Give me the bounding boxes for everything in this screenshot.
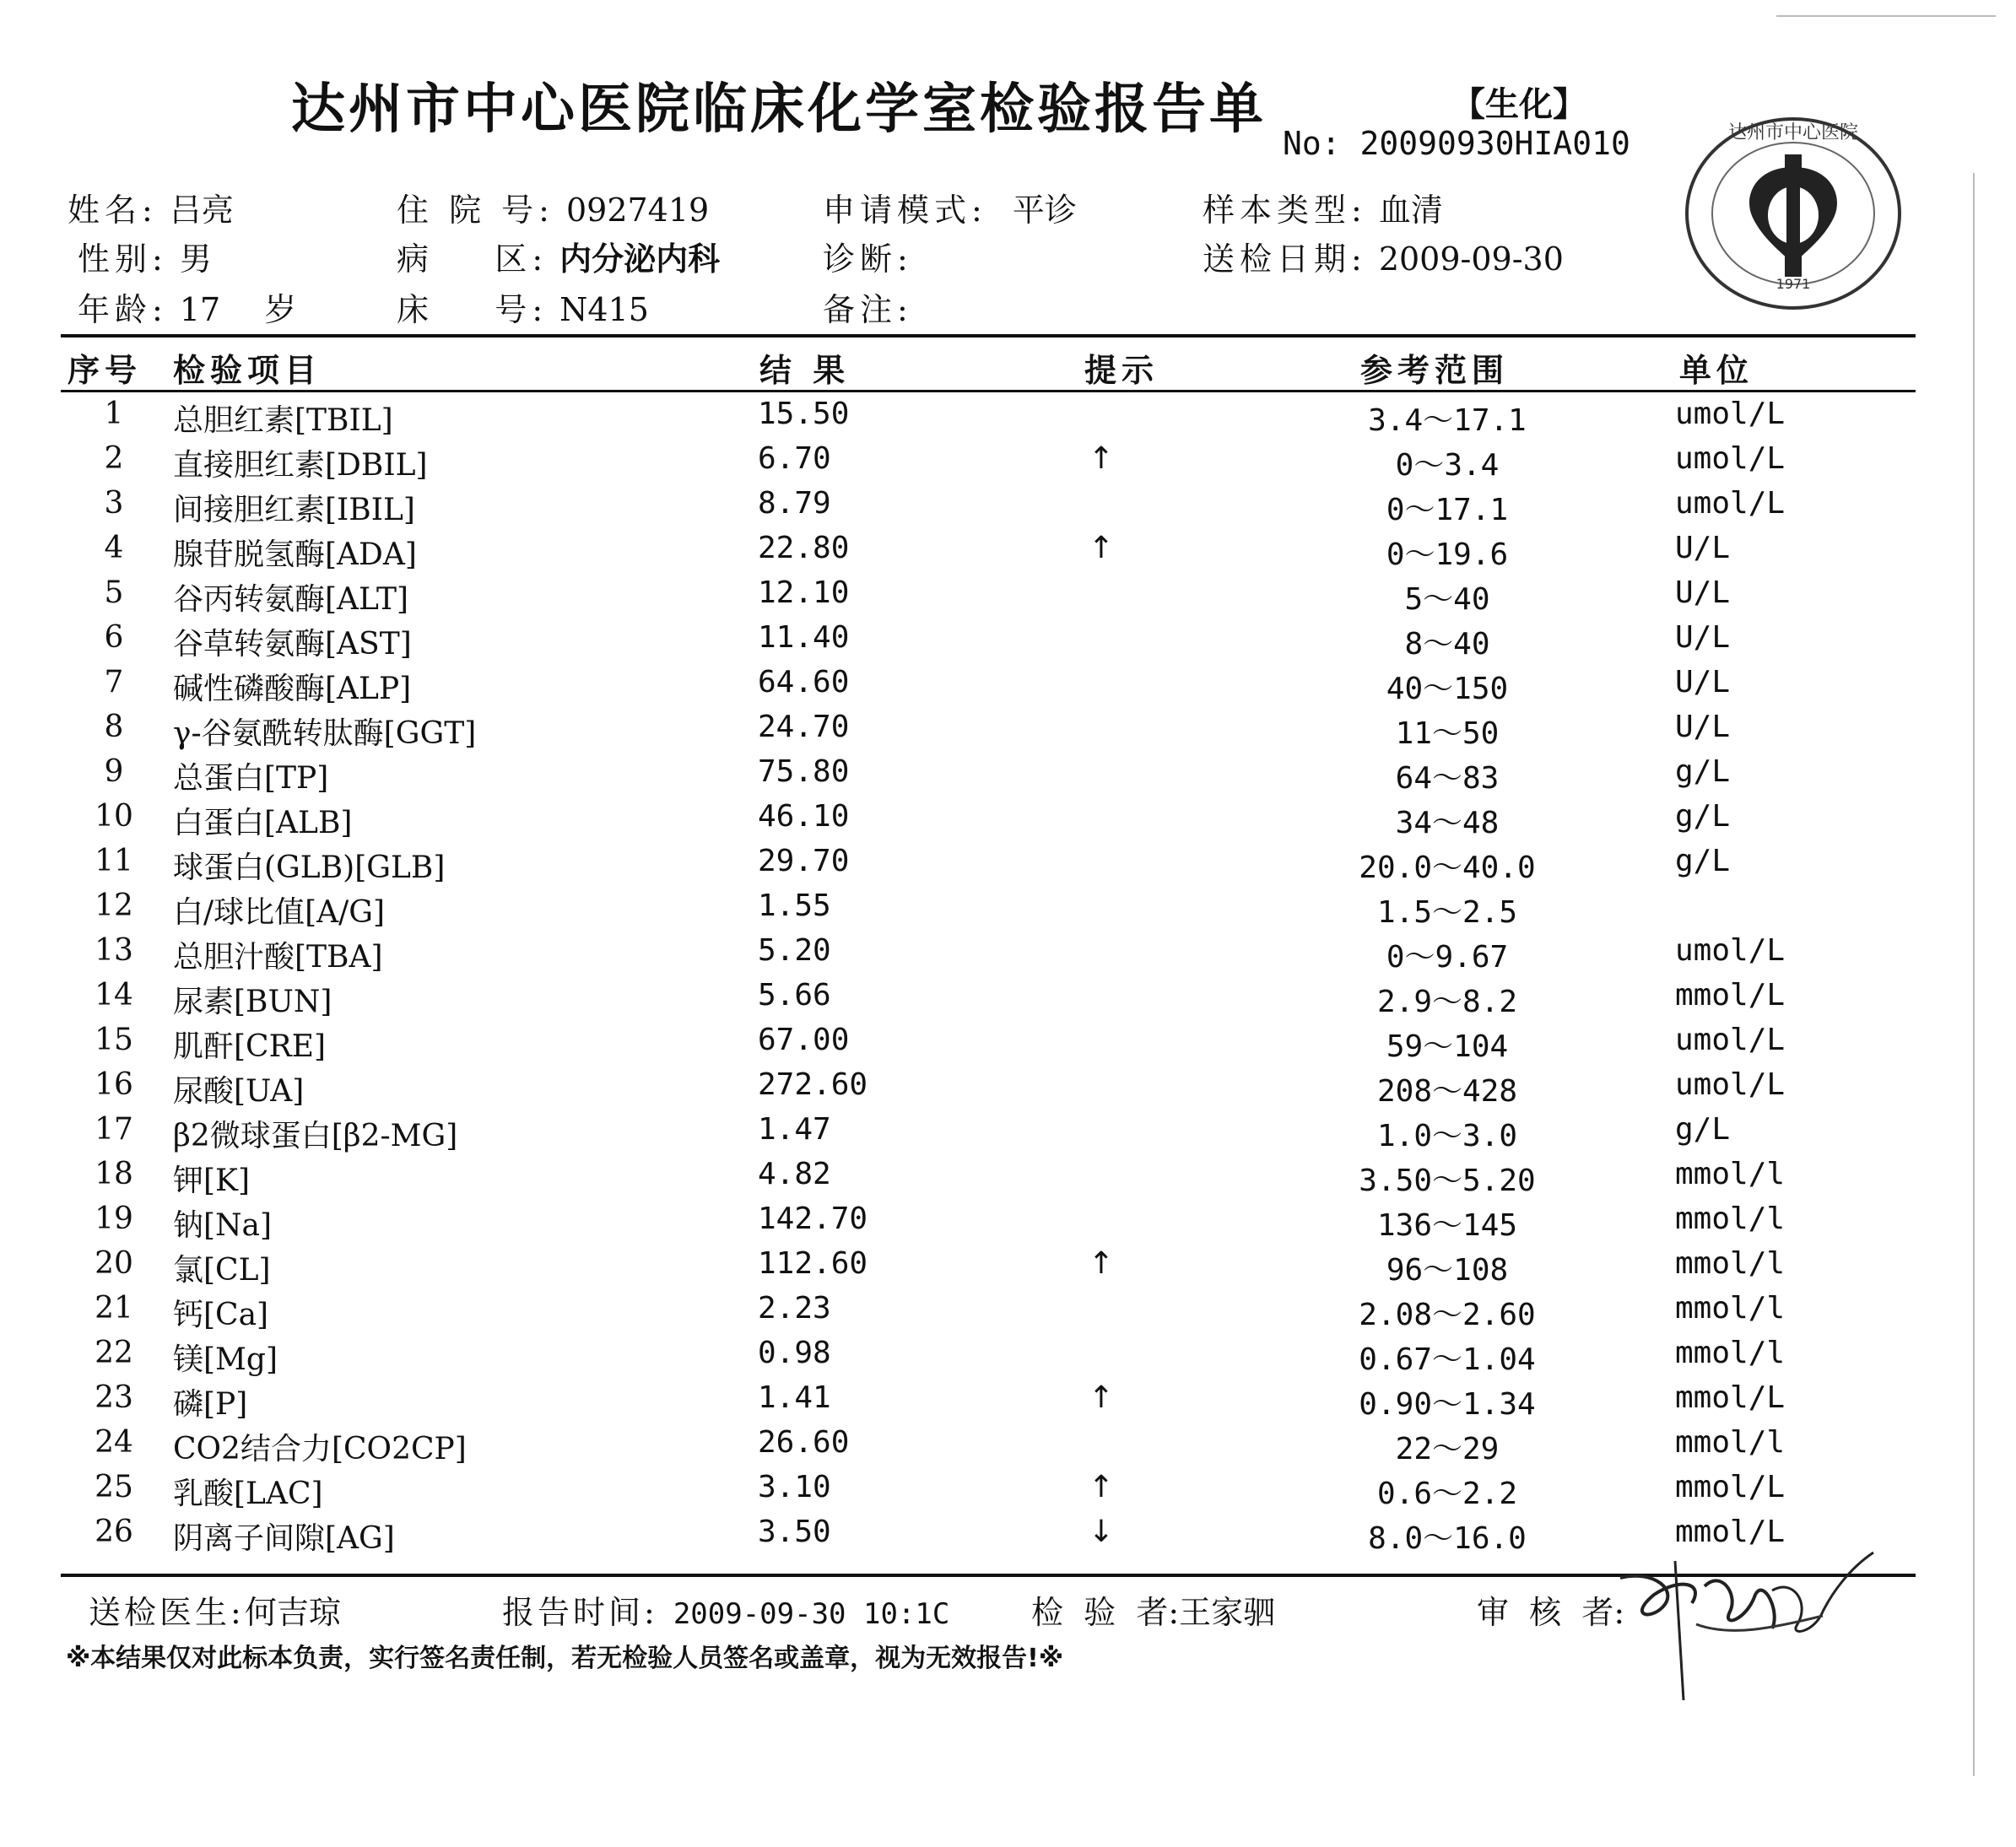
ward-value: 内分泌内科 bbox=[559, 240, 721, 278]
cell-flag: ↑ bbox=[1088, 441, 1115, 476]
bed-number-label: 床 号: bbox=[397, 291, 549, 328]
cell-reference: 5～40 bbox=[1404, 582, 1490, 617]
patient-gender-value: 男 bbox=[179, 240, 212, 278]
cell-unit: U/L bbox=[1675, 575, 1731, 610]
report-time-value: 2009-09-30 10:1C bbox=[673, 1597, 950, 1631]
table-row bbox=[0, 1425, 2016, 1470]
cell-unit: U/L bbox=[1675, 620, 1731, 655]
table-row bbox=[0, 620, 2016, 665]
cell-index: 3 bbox=[104, 486, 124, 521]
cell-reference: 0.67～1.04 bbox=[1359, 1342, 1536, 1377]
cell-index: 8 bbox=[104, 710, 124, 744]
scan-edge-top bbox=[1776, 15, 1996, 17]
cell-index: 10 bbox=[95, 799, 133, 834]
cell-item-name: 球蛋白(GLB)[GLB] bbox=[173, 851, 446, 885]
cell-unit: umol/L bbox=[1675, 441, 1786, 476]
seal-year: 1971 bbox=[1775, 276, 1811, 292]
results-table bbox=[0, 397, 2016, 1559]
cell-item-name: 尿酸[UA] bbox=[173, 1074, 305, 1109]
cell-result: 2.23 bbox=[758, 1291, 831, 1326]
report-time bbox=[502, 1586, 949, 1633]
cell-reference: 3.4～17.1 bbox=[1368, 403, 1527, 438]
cell-index: 20 bbox=[95, 1246, 133, 1281]
cell-item-name: 白蛋白[ALB] bbox=[173, 806, 353, 840]
patient-gender-label: 性别: bbox=[78, 240, 168, 278]
cell-index: 4 bbox=[104, 531, 124, 565]
cell-index: 24 bbox=[95, 1425, 133, 1460]
cell-reference: 0～3.4 bbox=[1395, 448, 1500, 483]
cell-item-name: 间接胆红素[IBIL] bbox=[173, 493, 415, 527]
cell-reference: 208～428 bbox=[1376, 1074, 1518, 1109]
cell-result: 24.70 bbox=[758, 710, 850, 744]
table-row bbox=[0, 1202, 2016, 1246]
col-header-index: 序号 bbox=[68, 352, 143, 389]
col-header-flag: 提示 bbox=[1084, 352, 1159, 389]
cell-unit: mmol/l bbox=[1675, 1291, 1786, 1326]
cell-reference: 2.08～2.60 bbox=[1359, 1298, 1536, 1332]
cell-item-name: 磷[P] bbox=[173, 1387, 248, 1422]
cell-result: 5.20 bbox=[758, 933, 831, 968]
table-row bbox=[0, 710, 2016, 754]
cell-unit: mmol/L bbox=[1675, 978, 1786, 1013]
table-row bbox=[0, 754, 2016, 799]
cell-item-name: 总胆汁酸[TBA] bbox=[173, 940, 383, 975]
report-number bbox=[1283, 125, 1630, 162]
table-row bbox=[0, 441, 2016, 486]
cell-reference: 59～104 bbox=[1386, 1029, 1509, 1064]
request-mode bbox=[823, 184, 1077, 230]
report-category: 【生化】 bbox=[1451, 85, 1586, 124]
table-row bbox=[0, 486, 2016, 531]
cell-unit: mmol/L bbox=[1675, 1380, 1786, 1415]
cell-index: 19 bbox=[95, 1202, 133, 1236]
cell-unit: mmol/l bbox=[1675, 1336, 1786, 1370]
cell-result: 5.66 bbox=[758, 978, 831, 1013]
seal-text: 达州市中心医院 bbox=[1727, 122, 1859, 143]
cell-reference: 3.50～5.20 bbox=[1359, 1164, 1536, 1198]
cell-item-name: γ-谷氨酰转肽酶[GGT] bbox=[173, 716, 477, 751]
cell-unit: g/L bbox=[1675, 1112, 1731, 1147]
remark bbox=[823, 284, 925, 330]
cell-item-name: β2微球蛋白[β2-MG] bbox=[173, 1119, 458, 1153]
patient-name-label: 姓名: bbox=[68, 192, 158, 229]
cell-result: 22.80 bbox=[758, 531, 850, 565]
cell-reference: 0～17.1 bbox=[1386, 493, 1509, 527]
sample-type-value: 血清 bbox=[1378, 192, 1443, 229]
send-date bbox=[1203, 233, 1564, 279]
cell-item-name: 尿素[BUN] bbox=[173, 985, 332, 1019]
table-row bbox=[0, 665, 2016, 710]
cell-item-name: 阴离子间隙[AG] bbox=[173, 1521, 395, 1556]
cell-result: 1.47 bbox=[758, 1112, 831, 1147]
table-row bbox=[0, 888, 2016, 933]
hospital-seal-icon bbox=[1675, 108, 1911, 319]
cell-unit: g/L bbox=[1675, 844, 1731, 878]
table-row bbox=[0, 1112, 2016, 1157]
admission-number bbox=[397, 184, 709, 230]
cell-unit: U/L bbox=[1675, 665, 1731, 699]
cell-result: 46.10 bbox=[758, 799, 850, 834]
patient-age-value: 17 bbox=[179, 291, 221, 328]
table-row bbox=[0, 531, 2016, 575]
cell-index: 26 bbox=[95, 1515, 133, 1549]
table-row bbox=[0, 844, 2016, 888]
diagnosis bbox=[823, 233, 925, 279]
cell-result: 67.00 bbox=[758, 1023, 850, 1057]
cell-item-name: 碱性磷酸酶[ALP] bbox=[173, 672, 412, 706]
cell-flag: ↑ bbox=[1088, 1380, 1115, 1415]
patient-name-value: 吕亮 bbox=[169, 192, 234, 229]
cell-reference: 0～19.6 bbox=[1386, 537, 1509, 572]
cell-reference: 64～83 bbox=[1395, 761, 1500, 796]
cell-item-name: 肌酐[CRE] bbox=[173, 1029, 327, 1064]
cell-item-name: 谷丙转氨酶[ALT] bbox=[173, 582, 409, 617]
cell-unit: mmol/L bbox=[1675, 1515, 1786, 1549]
admission-number-label: 住 院 号: bbox=[397, 192, 554, 229]
table-row bbox=[0, 397, 2016, 441]
cell-result: 6.70 bbox=[758, 441, 831, 476]
cell-reference: 8.0～16.0 bbox=[1368, 1521, 1527, 1556]
sample-type-label: 样本类型: bbox=[1203, 192, 1367, 229]
cell-unit: mmol/l bbox=[1675, 1202, 1786, 1236]
cell-index: 18 bbox=[95, 1157, 133, 1191]
cell-result: 1.41 bbox=[758, 1380, 831, 1415]
cell-index: 22 bbox=[95, 1336, 133, 1370]
cell-result: 26.60 bbox=[758, 1425, 850, 1460]
admission-number-value: 0927419 bbox=[565, 192, 710, 229]
table-row bbox=[0, 1023, 2016, 1067]
report-time-label: 报告时间: bbox=[502, 1594, 658, 1631]
cell-item-name: 镁[Mg] bbox=[173, 1342, 278, 1377]
request-mode-value: 平诊 bbox=[1012, 192, 1077, 229]
table-row bbox=[0, 1291, 2016, 1336]
cell-unit: umol/L bbox=[1675, 1067, 1786, 1102]
cell-unit: umol/L bbox=[1675, 486, 1786, 521]
col-header-reference: 参考范围 bbox=[1360, 352, 1510, 389]
cell-index: 16 bbox=[95, 1067, 133, 1102]
cell-result: 75.80 bbox=[758, 754, 850, 789]
patient-age-unit: 岁 bbox=[264, 291, 297, 328]
cell-unit: U/L bbox=[1675, 710, 1731, 744]
cell-index: 5 bbox=[104, 575, 124, 610]
cell-reference: 1.5～2.5 bbox=[1376, 895, 1518, 930]
cell-item-name: 总胆红素[TBIL] bbox=[173, 403, 393, 438]
cell-reference: 136～145 bbox=[1376, 1208, 1518, 1243]
cell-reference: 20.0～40.0 bbox=[1359, 851, 1536, 885]
table-row bbox=[0, 1336, 2016, 1380]
disclaimer-note: ※本结果仅对此标本负责，实行签名责任制，若无检验人员签名或盖章，视为无效报告!※ bbox=[66, 1644, 1064, 1673]
cell-index: 15 bbox=[95, 1023, 133, 1057]
cell-result: 3.10 bbox=[758, 1470, 831, 1504]
cell-flag: ↓ bbox=[1088, 1515, 1115, 1549]
reviewer bbox=[1477, 1586, 1624, 1633]
cell-result: 15.50 bbox=[758, 397, 850, 431]
tester bbox=[1031, 1586, 1275, 1633]
sample-type bbox=[1203, 184, 1443, 230]
request-mode-label: 申请模式: bbox=[823, 192, 987, 229]
col-header-unit: 单位 bbox=[1679, 352, 1754, 389]
send-date-label: 送检日期: bbox=[1203, 240, 1367, 278]
cell-result: 8.79 bbox=[758, 486, 831, 521]
table-row bbox=[0, 799, 2016, 844]
handwritten-signature bbox=[1603, 1544, 1882, 1713]
table-row bbox=[0, 1246, 2016, 1291]
cell-item-name: 乳酸[LAC] bbox=[173, 1477, 323, 1511]
cell-result: 12.10 bbox=[758, 575, 850, 610]
patient-gender bbox=[78, 233, 212, 279]
cell-unit: mmol/l bbox=[1675, 1425, 1786, 1460]
cell-reference: 96～108 bbox=[1386, 1253, 1509, 1288]
cell-index: 23 bbox=[95, 1380, 133, 1415]
cell-item-name: 钙[Ca] bbox=[173, 1298, 269, 1332]
cell-item-name: 直接胆红素[DBIL] bbox=[173, 448, 428, 483]
report-number-value: 20090930HIA010 bbox=[1359, 125, 1630, 162]
table-row bbox=[0, 933, 2016, 978]
table-row bbox=[0, 978, 2016, 1023]
cell-index: 2 bbox=[104, 441, 124, 476]
cell-unit: g/L bbox=[1675, 799, 1731, 834]
cell-item-name: 钠[Na] bbox=[173, 1208, 273, 1243]
table-row bbox=[0, 1157, 2016, 1202]
ward-label: 病 区: bbox=[397, 240, 549, 278]
patient-age-label: 年龄: bbox=[78, 291, 168, 328]
cell-reference: 22～29 bbox=[1395, 1432, 1500, 1466]
cell-index: 7 bbox=[104, 665, 124, 699]
cell-index: 13 bbox=[95, 933, 133, 968]
table-top-rule bbox=[61, 334, 1916, 338]
cell-reference: 0～9.67 bbox=[1386, 940, 1509, 975]
cell-index: 21 bbox=[95, 1291, 133, 1326]
cell-result: 1.55 bbox=[758, 888, 831, 923]
cell-unit: umol/L bbox=[1675, 397, 1786, 431]
table-row bbox=[0, 575, 2016, 620]
cell-result: 64.60 bbox=[758, 665, 850, 699]
cell-flag: ↑ bbox=[1088, 531, 1115, 565]
cell-index: 12 bbox=[95, 888, 133, 923]
cell-result: 112.60 bbox=[758, 1246, 868, 1281]
cell-unit: mmol/L bbox=[1675, 1470, 1786, 1504]
table-row bbox=[0, 1380, 2016, 1425]
reviewer-label: 审 核 者: bbox=[1477, 1594, 1625, 1631]
cell-reference: 0.90～1.34 bbox=[1359, 1387, 1536, 1422]
cell-reference: 34～48 bbox=[1395, 806, 1500, 840]
cell-result: 11.40 bbox=[758, 620, 850, 655]
cell-item-name: 氯[CL] bbox=[173, 1253, 271, 1288]
cell-unit: mmol/l bbox=[1675, 1157, 1786, 1191]
sending-doctor bbox=[89, 1586, 341, 1633]
cell-result: 0.98 bbox=[758, 1336, 831, 1370]
cell-reference: 8～40 bbox=[1404, 627, 1490, 662]
table-row bbox=[0, 1067, 2016, 1112]
cell-unit: g/L bbox=[1675, 754, 1731, 789]
sending-doctor-value: 何吉琼 bbox=[244, 1594, 341, 1631]
cell-reference: 0.6～2.2 bbox=[1376, 1477, 1518, 1511]
cell-reference: 1.0～3.0 bbox=[1376, 1119, 1518, 1153]
bed-number-value: N415 bbox=[559, 291, 649, 328]
cell-index: 6 bbox=[104, 620, 124, 655]
patient-age bbox=[78, 284, 296, 330]
cell-result: 4.82 bbox=[758, 1157, 831, 1191]
cell-index: 14 bbox=[95, 978, 133, 1013]
table-row bbox=[0, 1470, 2016, 1515]
report-title: 达州市中心医院临床化学室检验报告单 bbox=[291, 78, 1267, 141]
remark-label: 备注: bbox=[823, 291, 913, 328]
cell-item-name: 谷草转氨酶[AST] bbox=[173, 627, 412, 662]
col-header-result: 结 果 bbox=[759, 352, 851, 389]
cell-item-name: 白/球比值[A/G] bbox=[173, 895, 386, 930]
cell-unit: umol/L bbox=[1675, 1023, 1786, 1057]
cell-reference: 11～50 bbox=[1395, 716, 1500, 751]
cell-item-name: CO2结合力[CO2CP] bbox=[173, 1432, 467, 1466]
cell-result: 272.60 bbox=[758, 1067, 868, 1102]
ward bbox=[397, 233, 720, 279]
cell-result: 3.50 bbox=[758, 1515, 831, 1549]
cell-index: 1 bbox=[104, 397, 124, 431]
cell-index: 17 bbox=[95, 1112, 133, 1147]
cell-item-name: 腺苷脱氢酶[ADA] bbox=[173, 537, 417, 572]
send-date-value: 2009-09-30 bbox=[1378, 240, 1564, 278]
cell-flag: ↑ bbox=[1088, 1470, 1115, 1504]
cell-unit: umol/L bbox=[1675, 933, 1786, 968]
table-header-rule bbox=[61, 390, 1916, 392]
cell-unit: U/L bbox=[1675, 531, 1731, 565]
cell-reference: 40～150 bbox=[1386, 672, 1509, 706]
cell-index: 9 bbox=[104, 754, 124, 789]
cell-index: 11 bbox=[95, 844, 133, 878]
cell-flag: ↑ bbox=[1088, 1246, 1115, 1281]
cell-result: 29.70 bbox=[758, 844, 850, 878]
tester-value: 王家驷 bbox=[1179, 1594, 1276, 1631]
report-number-label: No: bbox=[1283, 125, 1341, 162]
tester-label: 检 验 者: bbox=[1031, 1594, 1180, 1631]
diagnosis-label: 诊断: bbox=[823, 240, 913, 278]
col-header-item: 检验项目 bbox=[173, 352, 322, 389]
cell-item-name: 钾[K] bbox=[173, 1164, 250, 1198]
cell-reference: 2.9～8.2 bbox=[1376, 985, 1518, 1019]
bed-number bbox=[397, 284, 649, 330]
cell-result: 142.70 bbox=[758, 1202, 868, 1236]
cell-item-name: 总蛋白[TP] bbox=[173, 761, 329, 796]
patient-name bbox=[68, 184, 234, 230]
sending-doctor-label: 送检医生: bbox=[89, 1594, 245, 1631]
cell-unit: mmol/l bbox=[1675, 1246, 1786, 1281]
cell-index: 25 bbox=[95, 1470, 133, 1504]
